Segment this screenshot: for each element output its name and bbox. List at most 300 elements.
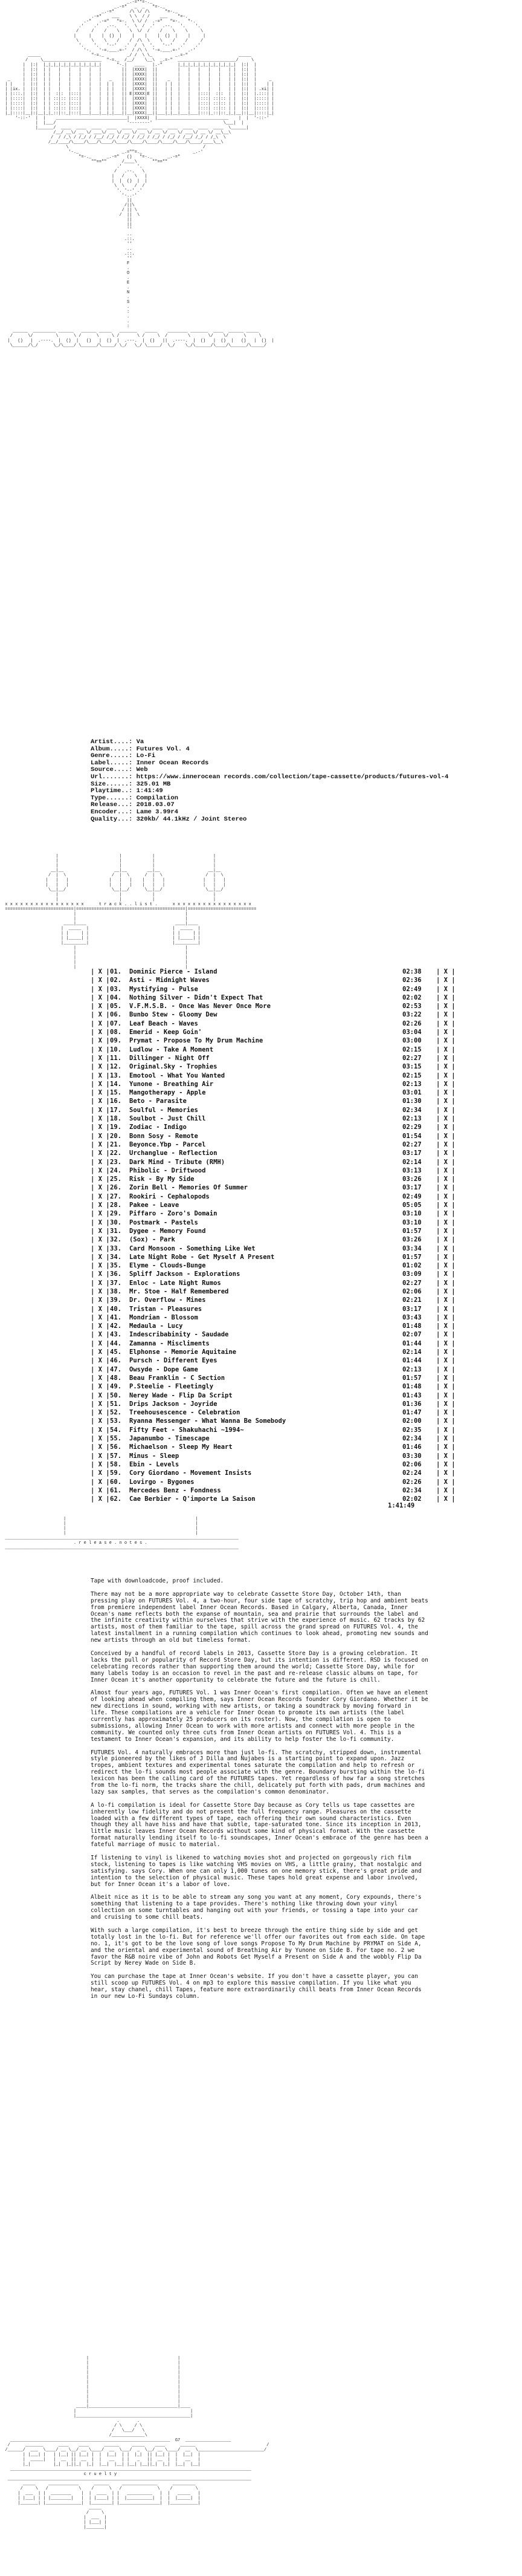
track-frame-left: | X |	[91, 1383, 110, 1391]
track-title: Minus - Sleep	[129, 1452, 179, 1460]
notes-paragraph: With such a large compilation, it's best to breeze through the entire thing side by side and get totally lost in the lo-fi. But for reference we'll offer our favorites out from each side. On tape no. 1, it's got to be the love song of love songs Propose To My Drum Machine by PRYMAT on Side A, and the oriental and experimental sound of Breathing Air by Yunone on Side B. For tape no. 2 we favor the R&B noire vibe of John and Robots Get Myself a Present on Side A and the wobbly Flip Da Script by Nerey Wade on Side B.	[91, 1927, 428, 1967]
notes-paragraph: There may not be a more appropriate way to celebrate Cassette Store Day, October 14th, than pressing play on FUTURES Vol. 4, a two-hour, four side tape of scratchy, trip hop and ambient beats from premiere independent label Inner Ocean Records. Based in Calgary, Alberta, Canada, Inner Ocean's name reflects both the expanse of mountain, sea and prairie that surrounds the label and the infinite creativity within ourselves that strive with the experience of music. 62 tracks by 62 artists, most of them familiar to the tape, spill across the grand spread on FUTURES Vol. 4, the latest installment in a running compilation which continues to look ahead, promoting new sounds and new artists through an old but timeless format.	[91, 1590, 432, 1644]
track-duration: 03:34	[402, 1244, 422, 1252]
track-duration: 02:53	[402, 1003, 422, 1010]
track-frame-right: | X |	[436, 968, 456, 975]
track-title: Asti - Midnight Waves	[129, 977, 210, 984]
info-type: Compilation	[136, 794, 178, 802]
track-title: Mystifying - Pulse	[129, 985, 198, 993]
track-row	[91, 1261, 522, 1270]
notes-paragraph: Almost four years ago, FUTURES Vol. 1 was Inner Ocean's first compilation. Often we have an element of looking ahead when compiling them, says Inner Ocean Records founder Cory Giordano. Whether it be new directions in sound, working with new artists, or taking a soundtrack by moving forward in life. These compilations are a vehicle for Inner Ocean to promote its own artists (the label currently has approximately 25 producers on its roster). Now, the compilation is open to submissions, allowing Inner Ocean to work with more artists and connect with more people in the community. We counted only three cuts from Inner Ocean artists on FUTURES Vol. 4. This is a testament to Inner Ocean's expansion, and its ability to help foster the lo-fi community.	[91, 1690, 432, 1743]
track-number: 26.	[110, 1184, 121, 1192]
footer-tagline: c r u e l t y	[83, 2472, 117, 2477]
header-ascii-art: _.-=""=-._ _.-=" _ _ "=-._ _.-=" /\ \/ /\ "=-._ .-=" ___ \ \ / / ___ "=-. .-" .-=" "=-. \ \/ / .-=" "=-. "-. .' .' .--. '. \ / .' .--. '. '. / / / \ \ \/ / / \ \ \ | | | () | | | | () | | | \ \ \ / / /\ \ \ / / / '. '. '--' .' / \ '. '--' .' .' '-. '-=.___.=-' / /\ \ '-=.___.=-' .-' _____ "-=._ _/ / \ \_ _.=-" _____ / \_______________________ "-=._ /__/ \__\ _.=-" _______________________/ \ | |:| |_|_|_|_|_|_|_|_|_|_|_| "-.| ____ |.-" |_|_|_|_|_|_|_|_|_|_|_| |:| | | |:| | | | | | | | || |XXXX| || | | | | | | | |:| | | |:| | | | | | | | || |XXXX| || | | | | | | | |:| | _ | |:| | | | | | | | _ || |XXXX| || _ | | | | | | | |:| | _ | | | |:| | | | | | | | | | || |XXXX| || | | | | | | | | | |:| | | | | |ix. | |:| | | | | | | | | | || |XXXX| || | | | | | | | | | |:| | .xi| | | |:::.| |:| | | :|: |:::| | | | | || E|XXXX|E || | | | | |:::| :|: | | |:| |.:::| | | |::::| |:| | | ::|:: |:::| | | | | || |XXXX| || | | | | |:::| ::|:: | | |:| |::::| | | |::::| |:| | | ::|:: |:::| | | | | || |XXXX| || | | | | |:::| ::|:: | | |:| |::::| | | |::::| |:| | | ::|:: |:::| | | | | || |XXXX| || | | | | |:::| ::|:: | | |:| |::::| | |_|::::|__|:|__|_|_::|::_|:::|___|___|__|_|___||__|XXXX|__||___|_|__|___|___|:::|_::|::_|_|__|:|__|::::|_| '-::-' | | ____________________________| |XXXX| |____________________________ | | '-::-' | |___/ '--------' \___| | |______/ ____ ____ ____ ____ ____ ____ ____ ____ ____ ____ ____ \______| /__/ __\/ __ \/ ___\/ __ \/ __ \/ __ \/ __ \/ __ \/ ___\/ __ \/ __\__\ / / /_\ / /_/ / /__/ /_/ / /_/ / /_/ / /_/ / /_/ / /__/ /_/ / /_\ \ /__/____/\____/\___/\____/\____/\____/\____/\____/\___/\____/____\__\ \ / '-._ _.=""=._ _.-' "=-._ _.-=" () "=-._ _.-=" ""=="" /____\ ""=="" .' '. / .--. \ | / \ | | | () | | \ \ / / '. '--' .' '-..-' || /||\ / || \ / || \ || || '' .. .::. '' .. .::. '' F . O . E . N . S . : . . : ______ _________ ______ ______ _____ _______ _____ ________ _______ ____ ______ _____ / \/ \ \ / \ \ / \ / \ / \ \/ \/ \ \ | () | .----. | () | () | () | .---. | () || .----. | () | () | () | () | \______/\_/ \_/\____/ \______/\_____/ \_/ \_/ \_____/ \_/ \_/\______/\____/\______/\_____/	[5, 0, 274, 348]
notes-paragraph: FUTURES Vol. 4 naturally embraces more than just lo-fi. The scratchy, stripped down, instrumental style pioneered by the likes of J Dilla and Nujabes is a starting point to expand upon. Jazz tropes, ambient textures and experimental tones saturate the compilation and help to refresh or redirect the lo-fi sounds most people associate with the genre. Boundary bursting within the lo-fi lexicon has been the calling card of the FUTURES tapes. Yet regardless of how far a song stretches from the lo-fi norm, the tracks share the chill, delicately put forth with pads, drum machines and lazy sax samples, that serves as the compilation's common denominator.	[91, 1749, 428, 1795]
track-number: 38.	[110, 1287, 121, 1295]
track-title: Urchanglue - Reflection	[129, 1150, 218, 1157]
track-number: 11.	[110, 1054, 121, 1062]
track-title: Spliff Jackson - Explorations	[129, 1270, 240, 1278]
track-duration: 02:49	[402, 985, 422, 993]
track-title: Dark Mind - Tribute (RMH)	[129, 1158, 225, 1166]
track-frame-right: | X |	[436, 1435, 456, 1443]
track-duration: 01:43	[402, 1391, 422, 1399]
track-frame-right: | X |	[436, 1279, 456, 1287]
track-number: 46.	[110, 1357, 121, 1365]
track-row	[91, 1046, 522, 1054]
track-title: Elphonse - Memorie Aquitaine	[129, 1348, 237, 1356]
track-title: Mondrian - Blossom	[129, 1313, 198, 1321]
notes-paragraph: Tape with downloadcode, proof included.	[91, 1578, 224, 1584]
track-number: 21.	[110, 1140, 121, 1148]
info-release: 2018.03.07	[136, 801, 175, 809]
track-frame-left: | X |	[91, 1357, 110, 1365]
track-duration: 02:15	[402, 1046, 422, 1053]
track-row	[91, 1486, 522, 1495]
track-title: Zorin Bell - Memories Of Summer	[129, 1184, 248, 1192]
track-frame-right: | X |	[436, 1426, 456, 1434]
track-frame-left: | X |	[91, 1166, 110, 1174]
track-duration: 02:34	[402, 1486, 422, 1494]
track-title: Piffaro - Zoro's Domain	[129, 1210, 218, 1218]
track-title: Nothing Silver - Didn't Expect That	[129, 994, 263, 1001]
track-number: 34.	[110, 1253, 121, 1261]
track-row	[91, 1478, 522, 1486]
track-number: 29.	[110, 1210, 121, 1218]
track-duration: 01:46	[402, 1443, 422, 1451]
track-frame-left: | X |	[91, 1426, 110, 1434]
track-duration: 03:00	[402, 1037, 422, 1045]
track-row	[91, 1469, 522, 1477]
track-frame-left: | X |	[91, 1192, 110, 1200]
track-title: Medaula - Lucy	[129, 1322, 183, 1330]
track-row	[91, 1010, 522, 1019]
track-number: 09.	[110, 1037, 121, 1045]
track-title: Ludlow - Take A Moment	[129, 1046, 214, 1053]
track-frame-right: | X |	[436, 1150, 456, 1157]
track-number: 30.	[110, 1218, 121, 1226]
info-quality: 320kb/ 44.1kHz / Joint Stereo	[136, 815, 247, 823]
track-row	[91, 1235, 522, 1244]
track-frame-right: | X |	[436, 1020, 456, 1027]
track-title: Mangotherapy - Apple	[129, 1089, 206, 1097]
track-row	[91, 1408, 522, 1417]
track-duration: 01:36	[402, 1400, 422, 1408]
track-number: 32.	[110, 1236, 121, 1244]
track-frame-right: | X |	[436, 1080, 456, 1088]
track-row	[91, 1495, 522, 1503]
track-row	[91, 1305, 522, 1313]
track-duration: 03:17	[402, 1184, 422, 1192]
track-frame-right: | X |	[436, 1452, 456, 1460]
track-number: 56.	[110, 1443, 121, 1451]
track-frame-left: | X |	[91, 1244, 110, 1252]
track-duration: 03:22	[402, 1011, 422, 1019]
track-title: Japanumbo - Timescape	[129, 1435, 210, 1443]
track-row	[91, 1158, 522, 1166]
track-row	[91, 1166, 522, 1175]
track-frame-left: | X |	[91, 1460, 110, 1468]
track-title: Tristan - Pleasures	[129, 1305, 202, 1313]
track-number: 37.	[110, 1279, 121, 1287]
track-frame-left: | X |	[91, 1158, 110, 1166]
track-duration: 03:26	[402, 1176, 422, 1183]
track-title: Emerid - Keep Goin'	[129, 1029, 202, 1036]
footer-ascii-art: | | | | | | | | | | | | | | | | | | | | ____|___________________________________|____ | | |_____________________________________________| . . / \ / \ / \___/ \ /_____________\ _______________________________________________________________ G7 __________________ / _______ ____ ____ ______ _____ ____ ______ / /______/ ___ \____/ __ \__/ __ \____/ __ \___/ _ \__/ __ \____/ __ \__________________________/ | |___| | | |__| || |__| | | |__| | | |_| || |__| | | |__| | | _____| | __ || __ | | __ | | _ || __ | | __ | |_| |_| |_||_| |_| |__| |__| |__| |__||_| |_| |__| |__| _______________________________________________________________________________________________ c r u e l t y ________________________________________________________________________________________________ _____ ____________ ______ ______________ _________ / \ / \ / \ / \ / \ | ___ | | ________ | | ____ | | __________ | | _____ | | |___| | | |________| | | |____| | | |__________| | | |_____| | |_______| |______________| |________| |________________| |___________| _____ / \ | ___ | | |___| | |_______|	[5, 2356, 269, 2530]
track-frame-left: | X |	[91, 1227, 110, 1235]
track-duration: 02:06	[402, 1287, 422, 1295]
track-number: 19.	[110, 1124, 121, 1131]
tracklist	[91, 968, 522, 1503]
track-title: Lovirgo - Bygones	[129, 1478, 195, 1486]
track-frame-right: | X |	[436, 1409, 456, 1417]
track-title: Fifty Feet - Shakuhachi ~1994~	[129, 1426, 244, 1434]
release-info: Artist....: Va Album.....: Futures Vol. 4 Genre.....: Lo-Fi Label.....: Inner Ocean Records Source....: Web Url.......: https://www.innerocean records.com/collection/tape-cassette/products/futures-vol-4 Size......: 325.01 MB Playtime..: 1:41:49 Type......: Compilation Release...: 2018.03.07 Encoder...: Lame 3.99r4 Quality...: 320kb/ 44.1kHz / Joint Stereo	[91, 738, 449, 823]
track-frame-right: | X |	[436, 1140, 456, 1148]
track-frame-right: | X |	[436, 1400, 456, 1408]
track-duration: 02:02	[402, 1495, 422, 1503]
track-frame-left: | X |	[91, 1262, 110, 1270]
track-frame-right: | X |	[436, 1003, 456, 1010]
track-duration: 02:00	[402, 1417, 422, 1425]
track-frame-left: | X |	[91, 1305, 110, 1313]
track-frame-left: | X |	[91, 1098, 110, 1105]
track-number: 28.	[110, 1202, 121, 1209]
track-row	[91, 1313, 522, 1322]
track-duration: 02:26	[402, 1020, 422, 1027]
track-title: Yunone - Breathing Air	[129, 1080, 214, 1088]
track-duration: 03:17	[402, 1150, 422, 1157]
track-row	[91, 1123, 522, 1131]
track-frame-right: | X |	[436, 1417, 456, 1425]
track-frame-left: | X |	[91, 1063, 110, 1071]
track-row	[91, 1296, 522, 1304]
track-row	[91, 976, 522, 984]
track-title: Cae Berbier - Q'importe La Saison	[129, 1495, 256, 1503]
track-duration: 03:01	[402, 1089, 422, 1097]
track-duration: 02:34	[402, 1106, 422, 1114]
track-frame-left: | X |	[91, 1331, 110, 1339]
track-row	[91, 985, 522, 994]
track-frame-right: | X |	[436, 1054, 456, 1062]
track-frame-right: | X |	[436, 1218, 456, 1226]
track-row	[91, 1036, 522, 1045]
track-duration: 02:26	[402, 1478, 422, 1486]
track-frame-left: | X |	[91, 1011, 110, 1019]
track-duration: 01:47	[402, 1409, 422, 1417]
notes-paragraph: You can purchase the tape at Inner Ocean's website. If you don't have a cassette player, you can still scoop up FUTURES Vol. 4 on mp3 to explore this massive compilation. If you like what you hear, stay chanel, chill Tapes, feature more extraordinarily chill beats from Inner Ocean Records in our new Lo-Fi Sundays column.	[91, 1973, 425, 2000]
track-row	[91, 1072, 522, 1080]
track-duration: 02:06	[402, 1460, 422, 1468]
info-label: Inner Ocean Records	[136, 759, 209, 767]
info-artist: Va	[136, 738, 144, 746]
track-frame-right: | X |	[436, 1098, 456, 1105]
track-number: 12.	[110, 1063, 121, 1071]
track-title: Zodiac - Indigo	[129, 1124, 187, 1131]
track-title: Pursch - Different Eyes	[129, 1357, 218, 1365]
track-frame-left: | X |	[91, 1003, 110, 1010]
track-frame-left: | X |	[91, 1140, 110, 1148]
track-number: 55.	[110, 1435, 121, 1443]
track-title: Late Night Robe - Get Myself A Present	[129, 1253, 275, 1261]
track-frame-right: | X |	[436, 1115, 456, 1123]
track-row	[91, 1054, 522, 1062]
track-frame-right: | X |	[436, 1166, 456, 1174]
track-frame-right: | X |	[436, 1176, 456, 1183]
track-row	[91, 1287, 522, 1296]
track-number: 61.	[110, 1486, 121, 1494]
track-frame-right: | X |	[436, 1495, 456, 1503]
track-frame-right: | X |	[436, 1029, 456, 1036]
track-number: 01.	[110, 968, 121, 975]
track-number: 25.	[110, 1176, 121, 1183]
track-frame-left: | X |	[91, 1391, 110, 1399]
track-duration: 03:26	[402, 1236, 422, 1244]
track-frame-left: | X |	[91, 1443, 110, 1451]
track-number: 27.	[110, 1192, 121, 1200]
track-row	[91, 1279, 522, 1287]
track-duration: 02:27	[402, 1140, 422, 1148]
track-frame-left: | X |	[91, 1236, 110, 1244]
track-duration: 01:44	[402, 1339, 422, 1347]
track-row	[91, 1348, 522, 1356]
track-row	[91, 1382, 522, 1391]
track-duration: 03:30	[402, 1452, 422, 1460]
track-frame-left: | X |	[91, 1486, 110, 1494]
track-frame-right: | X |	[436, 1313, 456, 1321]
track-frame-left: | X |	[91, 1054, 110, 1062]
track-duration: 03:15	[402, 1063, 422, 1071]
track-duration: 02:13	[402, 1080, 422, 1088]
track-frame-left: | X |	[91, 1495, 110, 1503]
track-frame-right: | X |	[436, 1227, 456, 1235]
track-row	[91, 1097, 522, 1105]
track-number: 58.	[110, 1460, 121, 1468]
track-frame-right: | X |	[436, 1089, 456, 1097]
track-number: 18.	[110, 1115, 121, 1123]
track-frame-right: | X |	[436, 985, 456, 993]
track-title: Beau Franklin - C Section	[129, 1374, 225, 1382]
track-title: Michaelson - Sleep My Heart	[129, 1443, 233, 1451]
track-row	[91, 1002, 522, 1010]
track-frame-right: | X |	[436, 1348, 456, 1356]
track-number: 47.	[110, 1365, 121, 1373]
track-duration: 03:17	[402, 1305, 422, 1313]
track-frame-left: | X |	[91, 1106, 110, 1114]
track-row	[91, 1330, 522, 1339]
track-duration: 02:49	[402, 1192, 422, 1200]
track-title: V.F.M.S.B. - Once Was Never Once More	[129, 1003, 271, 1010]
track-title: Cory Giordano - Movement Insists	[129, 1469, 252, 1477]
track-number: 44.	[110, 1339, 121, 1347]
track-frame-right: | X |	[436, 1253, 456, 1261]
track-number: 02.	[110, 977, 121, 984]
track-duration: 05:05	[402, 1202, 422, 1209]
track-frame-left: | X |	[91, 1417, 110, 1425]
track-number: 08.	[110, 1029, 121, 1036]
track-frame-right: | X |	[436, 1106, 456, 1114]
track-number: 53.	[110, 1417, 121, 1425]
track-frame-left: | X |	[91, 1400, 110, 1408]
track-row	[91, 1175, 522, 1183]
track-row	[91, 1443, 522, 1451]
track-row	[91, 1400, 522, 1408]
track-row	[91, 1201, 522, 1209]
track-title: Mr. Stoe - Half Remembered	[129, 1287, 229, 1295]
track-frame-left: | X |	[91, 1313, 110, 1321]
track-frame-left: | X |	[91, 977, 110, 984]
track-title: Dominic Pierce - Island	[129, 968, 218, 975]
track-number: 35.	[110, 1262, 121, 1270]
track-frame-right: | X |	[436, 1296, 456, 1304]
notes-paragraph: A lo-fi compilation is ideal for Cassette Store Day because as Cory tells us tape cassettes are inherently low fidelity and do not present the full frequency range. Pleasures on the cassette loaded with a few different types of tape, each offering their own sound characteristics. Even though they all have hiss and have that subtle, tape-saturated tone. Since its inception in 2013, little music leaves Inner Ocean Records without some kind of physical format. With the cassette format naturally lending itself to lo-fi soundscapes, Inner Ocean's embrace of the genre has been a fateful marriage of music to material.	[91, 1801, 432, 1849]
track-row	[91, 1434, 522, 1443]
track-row	[91, 1106, 522, 1114]
track-duration: 02:14	[402, 1158, 422, 1166]
track-number: 16.	[110, 1098, 121, 1105]
track-frame-right: | X |	[436, 1202, 456, 1209]
track-duration: 03:10	[402, 1218, 422, 1226]
track-number: 45.	[110, 1348, 121, 1356]
track-frame-left: | X |	[91, 1037, 110, 1045]
track-frame-right: | X |	[436, 1011, 456, 1019]
track-frame-left: | X |	[91, 1115, 110, 1123]
track-duration: 03:13	[402, 1166, 422, 1174]
track-frame-left: | X |	[91, 1339, 110, 1347]
track-frame-left: | X |	[91, 968, 110, 975]
track-title: Soulbot - Just Chill	[129, 1115, 206, 1123]
track-title: Treehousescence - Celebration	[129, 1409, 240, 1417]
tracklist-ascii-banner: | | | | | | | | | | | | __|__ __|__ __|__ __|__ / | \ / | \ / | \ / | \ | | | | | | | | | | | | | | | | | | | | | | | | \__|__/ \__|__/ \__|__/ \__|__/ | | | | | | | | x x x x x x x x x x x x x x x x t r a c k . . l i s t . x x x x x x x x x x x x x x x x ===========================|===========================================|=========================== | | | | ____|____ ____|____ | _____ | | _____ | | | | | | | | | | |_____| | | |_____| | |_________| |_________| | | | | | | | | | |	[5, 854, 257, 970]
track-frame-left: | X |	[91, 1218, 110, 1226]
track-frame-right: | X |	[436, 1124, 456, 1131]
track-row	[91, 1270, 522, 1278]
track-duration: 02:15	[402, 1072, 422, 1079]
track-row	[91, 1209, 522, 1218]
track-frame-left: | X |	[91, 985, 110, 993]
track-row	[91, 1218, 522, 1227]
track-title: Drips Jackson - Joyride	[129, 1400, 218, 1408]
track-number: 07.	[110, 1020, 121, 1027]
track-frame-right: | X |	[436, 1192, 456, 1200]
track-number: 33.	[110, 1244, 121, 1252]
track-title: Beyonce.Ybp - Parcel	[129, 1140, 206, 1148]
track-frame-right: | X |	[436, 1037, 456, 1045]
track-title: Owsyde - Dope Game	[129, 1365, 198, 1373]
track-title: Dillinger - Night Off	[129, 1054, 210, 1062]
track-number: 22.	[110, 1150, 121, 1157]
track-number: 10.	[110, 1046, 121, 1053]
track-frame-left: | X |	[91, 1080, 110, 1088]
track-number: 31.	[110, 1227, 121, 1235]
track-duration: 02:27	[402, 1279, 422, 1287]
track-frame-right: | X |	[436, 1478, 456, 1486]
track-frame-left: | X |	[91, 1374, 110, 1382]
track-frame-left: | X |	[91, 1469, 110, 1477]
track-number: 40.	[110, 1305, 121, 1313]
track-number: 05.	[110, 1003, 121, 1010]
track-number: 57.	[110, 1452, 121, 1460]
track-frame-right: | X |	[436, 1374, 456, 1382]
track-row	[91, 1114, 522, 1123]
track-title: Enloc - Late Night Rumos	[129, 1279, 221, 1287]
track-number: 62.	[110, 1495, 121, 1503]
track-title: Beto - Parasite	[129, 1098, 187, 1105]
track-frame-right: | X |	[436, 1383, 456, 1391]
track-frame-left: | X |	[91, 1270, 110, 1278]
track-title: Bonn Sosy - Remote	[129, 1132, 198, 1140]
track-duration: 03:43	[402, 1313, 422, 1321]
track-number: 04.	[110, 994, 121, 1001]
track-duration: 01:57	[402, 1227, 422, 1235]
track-title: Elyme - Clouds-Bunge	[129, 1262, 206, 1270]
track-frame-right: | X |	[436, 1158, 456, 1166]
track-title: Mercedes Benz - Fondness	[129, 1486, 221, 1494]
track-row	[91, 1356, 522, 1365]
track-duration: 03:09	[402, 1270, 422, 1278]
track-number: 43.	[110, 1331, 121, 1339]
track-row	[91, 1244, 522, 1253]
track-row	[91, 1149, 522, 1157]
track-title: (Sox) - Park	[129, 1236, 175, 1244]
track-frame-left: | X |	[91, 1210, 110, 1218]
track-frame-left: | X |	[91, 1202, 110, 1209]
track-duration: 02:21	[402, 1296, 422, 1304]
info-encoder: Lame 3.99r4	[136, 808, 178, 816]
track-duration: 02:14	[402, 1348, 422, 1356]
track-frame-left: | X |	[91, 1176, 110, 1183]
track-duration: 01:57	[402, 1374, 422, 1382]
track-frame-left: | X |	[91, 1124, 110, 1131]
track-frame-right: | X |	[436, 1469, 456, 1477]
track-duration: 02:34	[402, 1435, 422, 1443]
track-frame-left: | X |	[91, 1452, 110, 1460]
track-duration: 02:29	[402, 1124, 422, 1131]
track-row	[91, 1339, 522, 1348]
track-number: 15.	[110, 1089, 121, 1097]
track-title: Zamanna - Miscliments	[129, 1339, 210, 1347]
release-notes	[91, 1578, 432, 2007]
track-number: 42.	[110, 1322, 121, 1330]
track-frame-left: | X |	[91, 1020, 110, 1027]
track-row	[91, 1088, 522, 1097]
track-row	[91, 1253, 522, 1261]
track-row	[91, 1227, 522, 1235]
track-frame-right: | X |	[436, 977, 456, 984]
track-title: Card Monsoon - Something Like Wet	[129, 1244, 256, 1252]
track-duration: 01:02	[402, 1262, 422, 1270]
info-playtime: 1:41:49	[136, 787, 163, 795]
track-title: Leaf Beach - Waves	[129, 1020, 198, 1027]
track-number: 49.	[110, 1383, 121, 1391]
track-frame-right: | X |	[436, 1331, 456, 1339]
track-number: 41.	[110, 1313, 121, 1321]
track-frame-left: | X |	[91, 1132, 110, 1140]
track-frame-right: | X |	[436, 1063, 456, 1071]
track-row	[91, 1140, 522, 1149]
track-frame-left: | X |	[91, 1409, 110, 1417]
info-genre: Lo-Fi	[136, 752, 156, 760]
track-title: Rookiri - Cephalopods	[129, 1192, 210, 1200]
notes-paragraph: Albeit nice as it is to be able to stream any song you want at any moment, Cory expounds, there's something that listening to a tape provides. There's nothing like throwing down your vinyl collection on some turntables and hanging out with your friends, or tossing a tape into your car and cruising to some chill beats.	[91, 1894, 425, 1921]
track-duration: 02:13	[402, 1365, 422, 1373]
track-frame-left: | X |	[91, 1150, 110, 1157]
track-frame-right: | X |	[436, 1262, 456, 1270]
track-row	[91, 1460, 522, 1469]
track-number: 06.	[110, 1011, 121, 1019]
track-frame-right: | X |	[436, 1322, 456, 1330]
track-duration: 02:02	[402, 994, 422, 1001]
track-row	[91, 1417, 522, 1425]
